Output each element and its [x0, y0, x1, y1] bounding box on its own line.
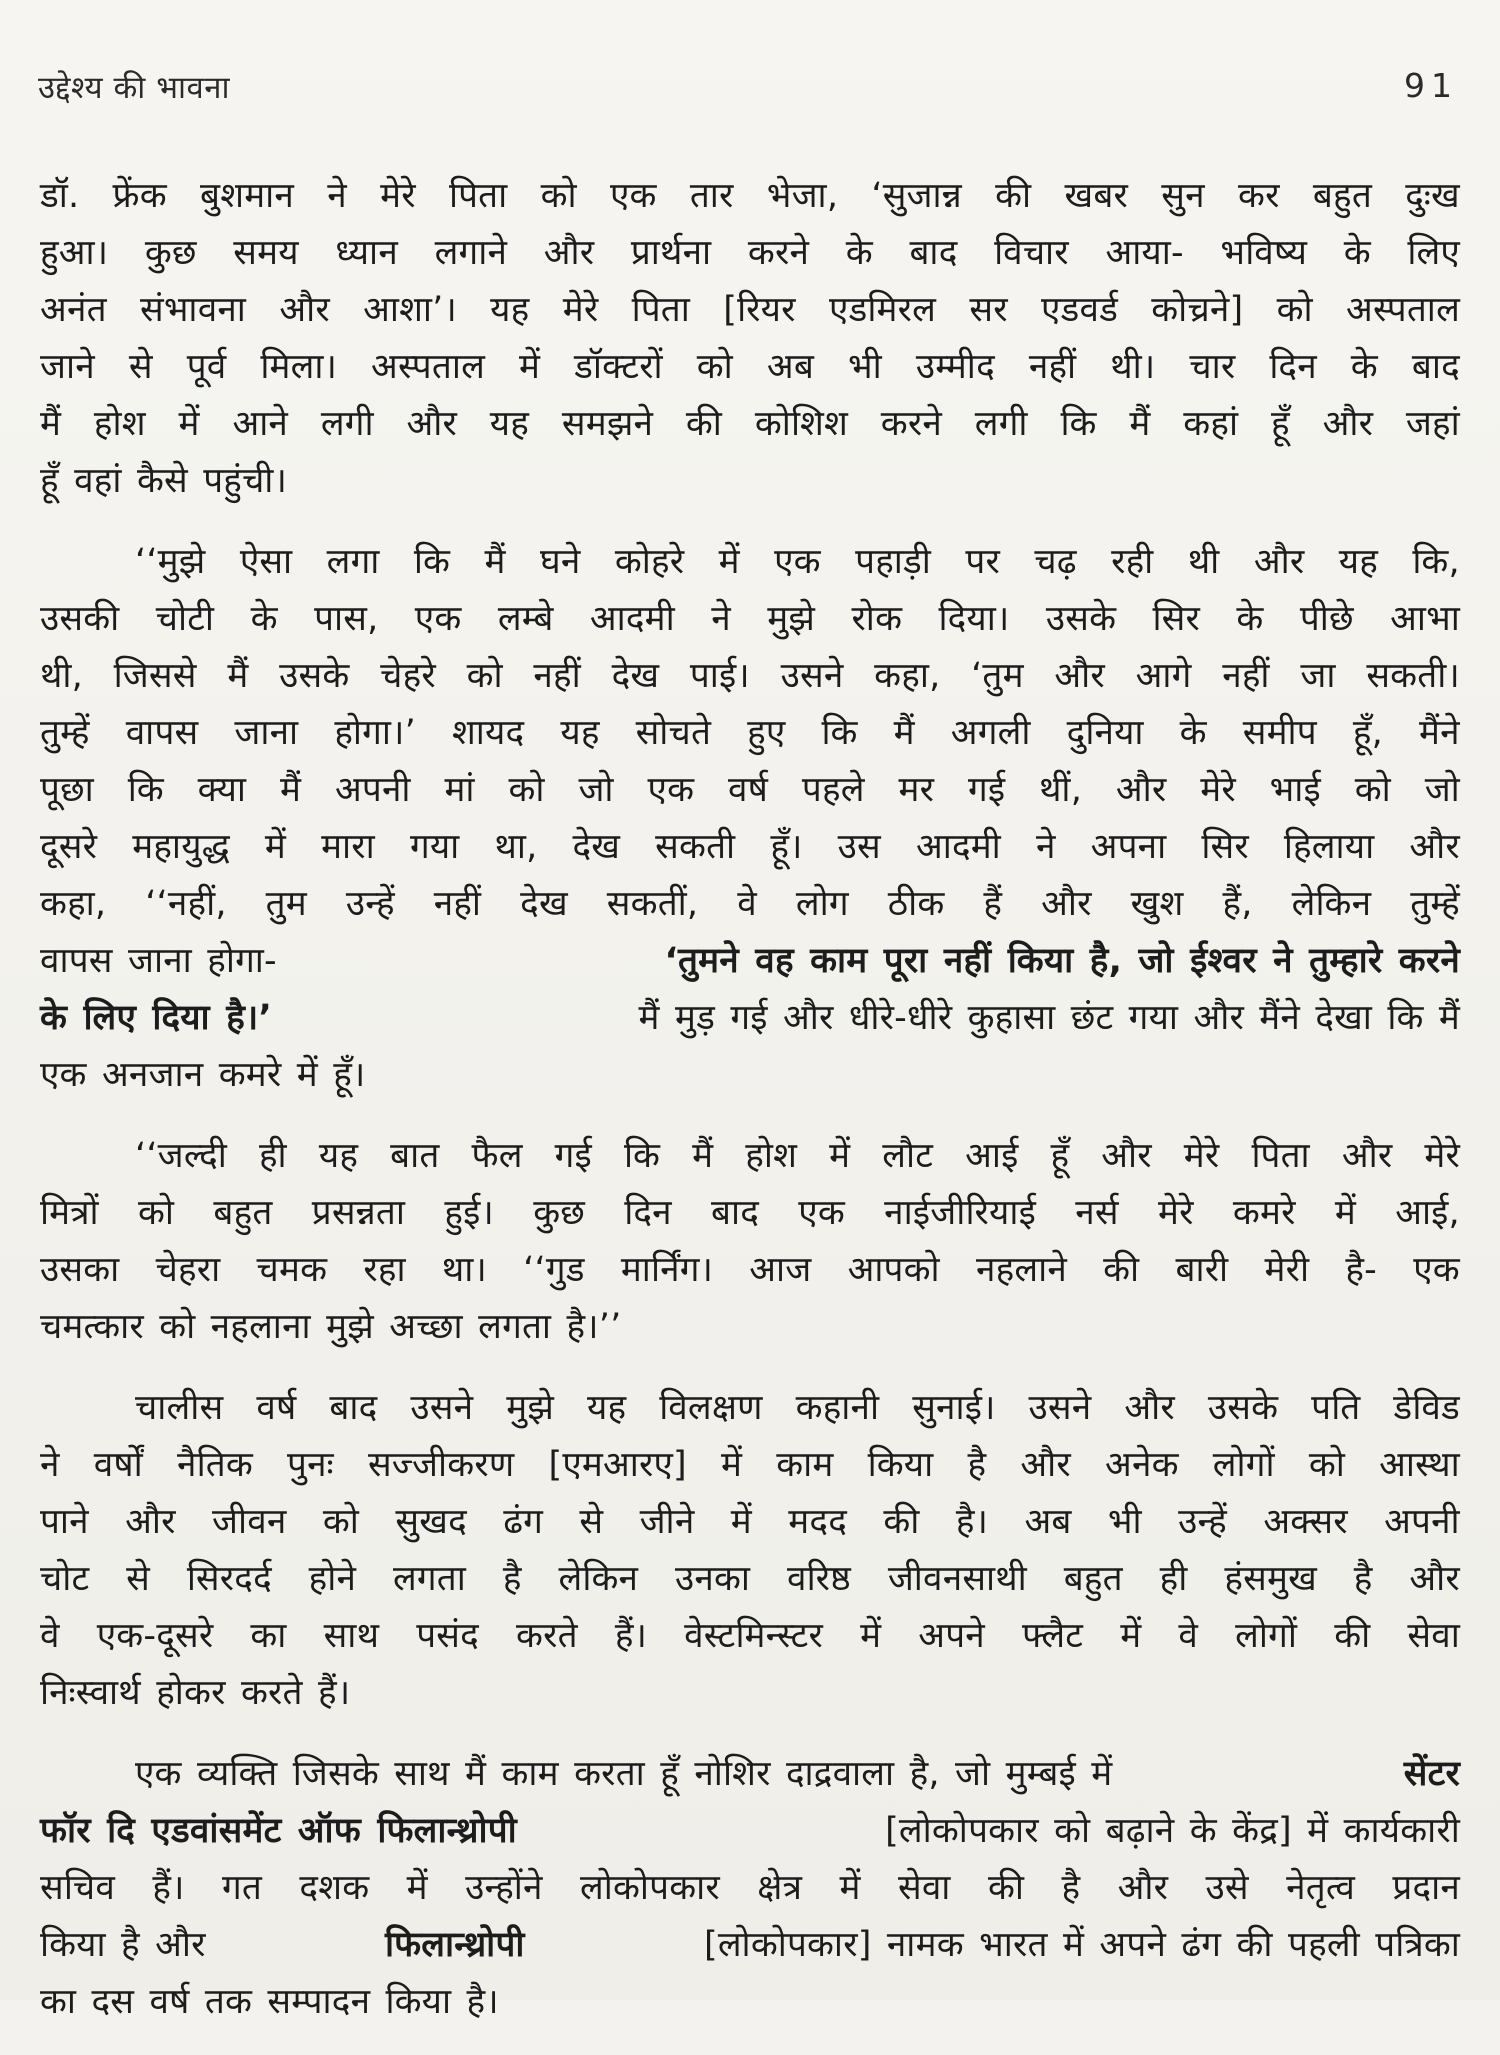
text-line: दूसरे महायुद्ध में मारा गया था, देख सकती हूँ। उस आदमी ने अपना सिर हिलाया और: [40, 827, 1460, 867]
text-line-mixed: [40, 1803, 1460, 1860]
text-line: मैं होश में आने लगी और यह समझने की कोशिश करने लगी कि मैं कहां हूँ और जहां: [40, 404, 1460, 444]
text-line: पूछा कि क्या मैं अपनी मां को जो एक वर्ष पहले मर गई थीं, और मेरे भाई को जो: [40, 770, 1460, 810]
text-line: उसका चेहरा चमक रहा था। ‘‘गुड मार्निंग। आज आपको नहलाने की बारी मेरी है- एक: [40, 1250, 1460, 1290]
paragraph-5: [40, 1746, 1460, 2031]
text-line: जाने से पूर्व मिला। अस्पताल में डॉक्टरों को अब भी उम्मीद नहीं थी। चार दिन के बाद: [40, 347, 1460, 387]
paragraph-1: [40, 168, 1460, 510]
text-line: निःस्वार्थ होकर करते हैं।: [40, 1673, 351, 1713]
text-line-mixed: [40, 1917, 1460, 1974]
paragraph-2: [40, 534, 1460, 1104]
text-line-mixed: [40, 1746, 1460, 1803]
text-line: ‘‘मुझे ऐसा लगा कि मैं घने कोहरे में एक पहाड़ी पर चढ़ रही थी और यह कि,: [135, 542, 1460, 582]
text-line: हूँ वहां कैसे पहुंची।: [40, 461, 288, 501]
text-line: चमत्कार को नहलाना मुझे अच्छा लगता है।’’: [40, 1307, 622, 1347]
text-line: वे एक-दूसरे का साथ पसंद करते हैं। वेस्टमिन्स्टर में अपने फ्लैट में वे लोगों की सेवा: [40, 1616, 1460, 1656]
text-line: थी, जिससे मैं उसके चेहरे को नहीं देख पाई। उसने कहा, ‘तुम और आगे नहीं जा सकती।: [40, 656, 1460, 696]
text-line: डॉ. फ्रेंक बुशमान ने मेरे पिता को एक तार भेजा, ‘सुजान्न की खबर सुन कर बहुत दुःख: [40, 176, 1460, 216]
text-line-mixed: [40, 990, 1460, 1047]
paragraph-4: [40, 1380, 1460, 1722]
page-number: 91: [1404, 66, 1458, 105]
text-line: चालीस वर्ष बाद उसने मुझे यह विलक्षण कहानी सुनाई। उसने और उसके पति डेविड: [135, 1388, 1460, 1428]
text-segment: किया है और: [40, 1925, 206, 1965]
text-line: कहा, ‘‘नहीं, तुम उन्हें नहीं देख सकतीं, वे लोग ठीक हैं और खुश हैं, लेकिन तुम्हें: [40, 884, 1460, 924]
body-text: [40, 168, 1460, 2055]
paragraph-3: [40, 1128, 1460, 1356]
text-line: तुम्हें वापस जाना होगा।’ शायद यह सोचते हुए कि मैं अगली दुनिया के समीप हूँ, मैंने: [40, 713, 1460, 753]
text-line: हुआ। कुछ समय ध्यान लगाने और प्रार्थना करने के बाद विचार आया- भविष्य के लिए: [40, 233, 1460, 273]
text-line: ने वर्षों नैतिक पुनः सज्जीकरण [एमआरए] में काम किया है और अनेक लोगों को आस्था: [40, 1445, 1460, 1485]
text-line: एक अनजान कमरे में हूँ।: [40, 1055, 366, 1095]
text-segment: मैं मुड़ गई और धीरे-धीरे कुहासा छंट गया और मैंने देखा कि मैं: [638, 998, 1460, 1038]
bold-organization-name: सेंटर: [1403, 1754, 1460, 1794]
text-line: उसकी चोटी के पास, एक लम्बे आदमी ने मुझे रोक दिया। उसके सिर के पीछे आभा: [40, 599, 1460, 639]
text-line: सचिव हैं। गत दशक में उन्होंने लोकोपकार क्षेत्र में सेवा की है और उसे नेतृत्व प्रदान: [40, 1868, 1460, 1908]
text-line: चोट से सिरदर्द होने लगता है लेकिन उनका वरिष्ठ जीवनसाथी बहुत ही हंसमुख है और: [40, 1559, 1460, 1599]
text-line: का दस वर्ष तक सम्पादन किया है।: [40, 1982, 499, 2022]
bold-organization-name: फॉर दि एडवांसमेंट ऑफ फिलान्थ्रोपी: [40, 1811, 517, 1851]
text-segment: [लोकोपकार को बढ़ाने के केंद्र] में कार्यकारी: [885, 1811, 1460, 1851]
running-title: उद्देश्य की भावना: [38, 70, 230, 106]
bold-quote: के लिए दिया है।’: [40, 998, 272, 1038]
text-segment: एक व्यक्ति जिसके साथ मैं काम करता हूँ नोशिर दाद्रवाला है, जो मुम्बई में: [135, 1754, 1113, 1794]
text-line: पाने और जीवन को सुखद ढंग से जीने में मदद की है। अब भी उन्हें अक्सर अपनी: [40, 1502, 1460, 1542]
text-line: ‘‘जल्दी ही यह बात फैल गई कि मैं होश में लौट आई हूँ और मेरे पिता और मेरे: [135, 1136, 1460, 1176]
text-segment: [लोकोपकार] नामक भारत में अपने ढंग की पहली पत्रिका: [703, 1925, 1460, 1965]
text-segment: वापस जाना होगा-: [40, 941, 277, 981]
text-line: मित्रों को बहुत प्रसन्नता हुई। कुछ दिन बाद एक नाईजीरियाई नर्स मेरे कमरे में आई,: [40, 1193, 1460, 1233]
bold-quote: ‘तुमने वह काम पूरा नहीं किया है, जो ईश्वर ने तुम्हारे करने: [664, 941, 1460, 981]
bold-magazine-name: फिलान्थ्रोपी: [385, 1925, 525, 1965]
text-line-mixed: [40, 933, 1460, 990]
text-line: अनंत संभावना और आशा’। यह मेरे पिता [रियर एडमिरल सर एडवर्ड कोच्रने] को अस्पताल: [40, 290, 1460, 330]
